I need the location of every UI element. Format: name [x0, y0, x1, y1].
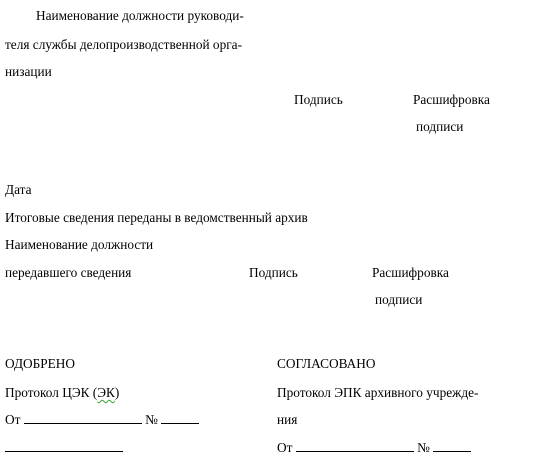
transfer-signature-label: Подпись [249, 265, 298, 280]
head-decode-label: Расшифровка [413, 92, 490, 107]
agreed-from-label: От [277, 440, 293, 455]
head-signature-label: Подпись [294, 92, 343, 107]
agreed-title: СОГЛАСОВАНО [277, 356, 376, 371]
transfer-decode-label: Расшифровка [372, 265, 449, 280]
approved-extra-row [5, 439, 123, 456]
approved-date-blank [24, 411, 142, 424]
agreed-number-label: № [417, 440, 430, 455]
approved-from-row [5, 411, 199, 428]
agreed-from-row [277, 439, 471, 456]
agreed-protocol-line-1: Протокол ЭПК архивного учрежде- [277, 385, 479, 400]
head-position-line-2: теля службы делопроизводственной орга- [5, 37, 242, 52]
approved-title: ОДОБРЕНО [5, 356, 75, 371]
date-label: Дата [5, 182, 32, 197]
approved-number-blank [161, 411, 199, 424]
approved-protocol [5, 385, 119, 401]
head-position-line-1: Наименование должности руководи- [36, 8, 244, 23]
transfer-position-line-1: Наименование должности [5, 237, 154, 252]
transfer-decode-label-2: подписи [375, 292, 423, 307]
approved-number-label: № [145, 412, 158, 427]
summary-line: Итоговые сведения переданы в ведомственный архив [5, 210, 308, 225]
head-decode-label-2: подписи [416, 119, 464, 134]
agreed-number-blank [433, 439, 471, 452]
agreed-protocol-line-2: ния [277, 412, 298, 427]
approved-protocol-abbr: ЭК [97, 385, 115, 400]
head-position-line-3: низации [5, 64, 52, 79]
transfer-position-line-2: передавшего сведения [5, 265, 132, 280]
approved-protocol-suffix: ) [114, 385, 120, 400]
approved-protocol-prefix: Протокол ЦЭК ( [5, 385, 98, 400]
approved-from-label: От [5, 412, 21, 427]
agreed-date-blank [296, 439, 414, 452]
approved-extra-blank [5, 439, 123, 452]
